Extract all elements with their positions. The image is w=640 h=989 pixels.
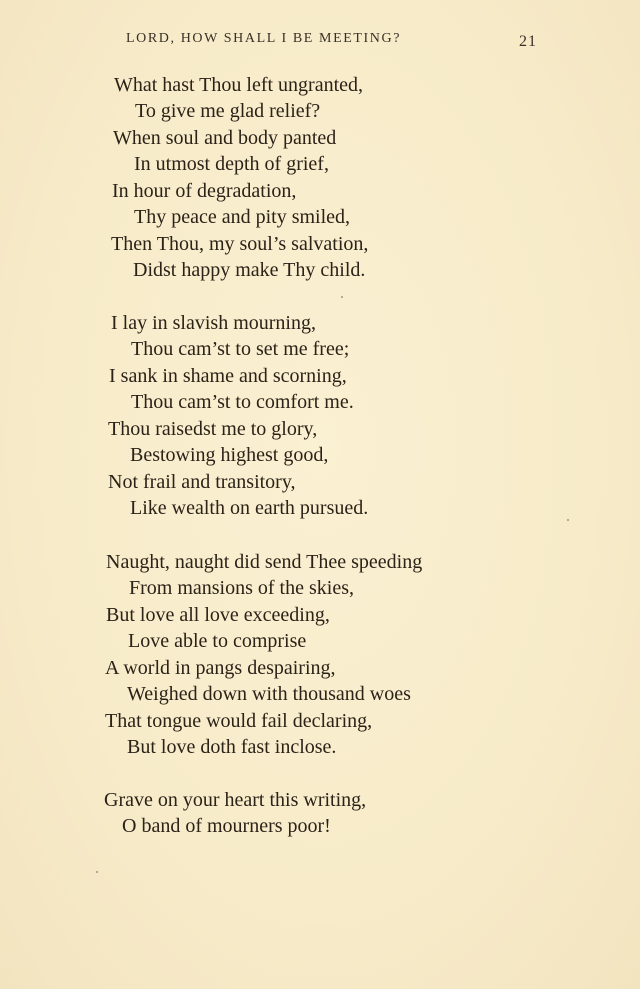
paper-speck [567,519,569,521]
poem-line: From mansions of the skies, [129,577,354,599]
poem-line: Thou cam’st to comfort me. [131,391,354,413]
poem-line: Thy peace and pity smiled, [134,206,351,228]
poem-line: But love all love exceeding, [106,604,330,626]
poem-line: Like wealth on earth pursued. [130,497,369,519]
poem-line: Weighed down with thousand woes [127,683,411,705]
poem-line: When soul and body panted [113,127,337,149]
paper-speck [341,296,343,298]
running-title: LORD, HOW SHALL I BE MEETING? [126,31,402,46]
poem-line: But love doth fast inclose. [127,736,337,758]
poem-line: Naught, naught did send Thee speeding [106,551,423,573]
poem-line: I sank in shame and scorning, [109,365,347,387]
poem-line: A world in pangs despairing, [105,657,336,679]
poem-line: Thou cam’st to set me free; [131,338,350,360]
poem-line: I lay in slavish mourning, [111,312,316,334]
poem-line: O band of mourners poor! [122,815,331,837]
poem-line: To give me glad relief? [135,100,321,122]
poem-line: What hast Thou left ungranted, [114,74,364,96]
poem-line: Not frail and transitory, [108,471,296,493]
poem-line: In utmost depth of grief, [134,153,329,175]
poem-line: Thou raisedst me to glory, [108,418,318,440]
poem-line: Grave on your heart this writing, [104,789,367,811]
poem-line: In hour of degradation, [112,180,297,202]
poem-line: Love able to comprise [128,630,307,652]
paper-speck [96,871,98,873]
poem-line: Then Thou, my soul’s salvation, [111,233,369,255]
page-number: 21 [519,33,537,50]
poem-line: That tongue would fail declaring, [105,710,373,732]
poem-line: Bestowing highest good, [130,444,329,466]
poem-line: Didst happy make Thy child. [133,259,366,281]
